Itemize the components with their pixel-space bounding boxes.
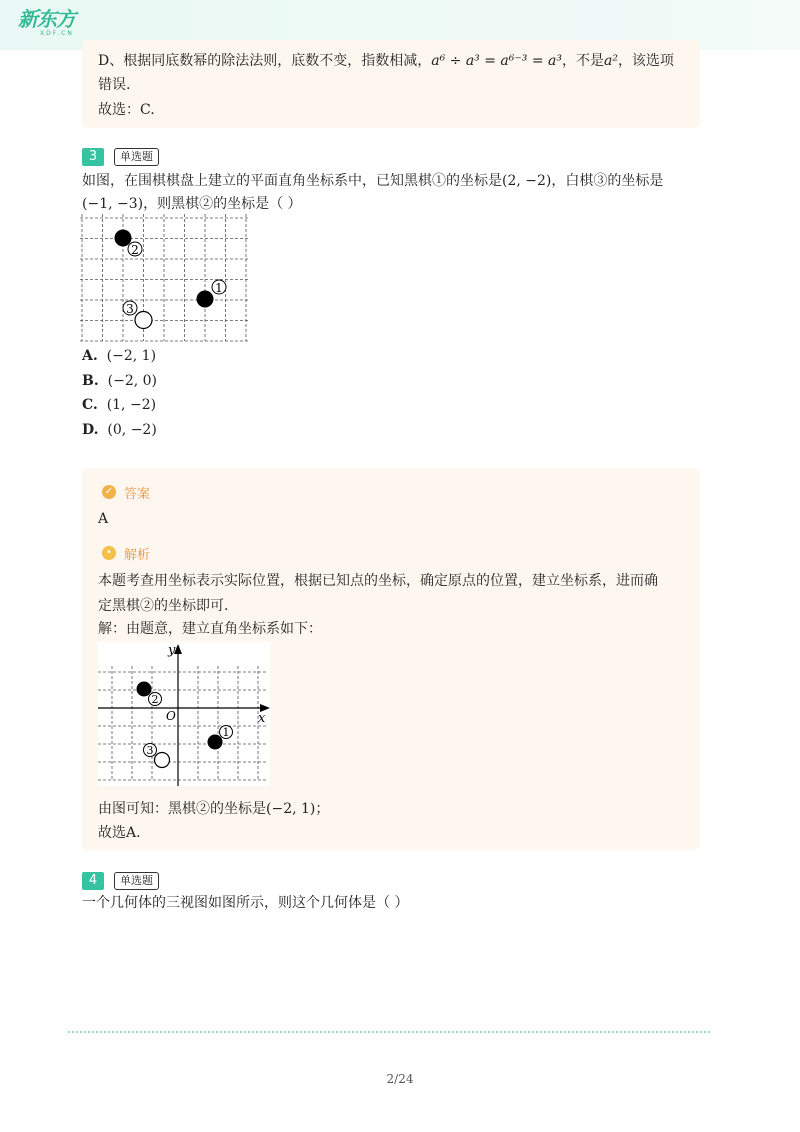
label-1: 1 [222, 726, 230, 739]
board-grid [80, 214, 248, 341]
label-1: 1 [215, 281, 223, 295]
question-number: 3 [82, 148, 104, 166]
answer-check-icon: ✓ [102, 485, 116, 499]
label-3: 3 [146, 744, 154, 757]
answer-analysis-card [82, 468, 700, 850]
black-stone-1 [208, 735, 223, 750]
answer-value: A [98, 511, 109, 527]
analysis-title: 解析 [124, 548, 151, 563]
question-stem-line1: 如图，在围棋棋盘上建立的平面直角坐标系中，已知黑棋①的坐标是(2, −2)，白棋③的坐标是 [82, 173, 664, 189]
result-line: 由图可知：黑棋②的坐标是(−2, 1)； [98, 801, 330, 817]
black-stone-1 [197, 291, 214, 308]
brand-sub: XDF.CN [40, 30, 74, 37]
option-b[interactable]: B. (−2, 0) [82, 373, 157, 389]
prev-line-d-cont: 错误. [98, 77, 131, 93]
brand-logo [18, 8, 75, 37]
option-d[interactable]: D. (0, −2) [82, 422, 157, 438]
coordinate-grid [98, 666, 266, 780]
answer-title: 答案 [124, 487, 151, 502]
label-3: 3 [126, 302, 134, 316]
prev-conclusion: 故选：C. [98, 102, 155, 118]
page-number: 2/24 [386, 1072, 414, 1086]
option-c[interactable]: C. (1, −2) [82, 397, 157, 413]
brand-name: 新东方 [18, 7, 75, 31]
label-2: 2 [151, 693, 159, 706]
footer-divider [68, 1031, 710, 1033]
answer-conclusion: 故选A. [98, 825, 141, 841]
analysis-line1: 本题考查用坐标表示实际位置，根据已知点的坐标，确定原点的位置，建立坐标系，进而确 [98, 573, 658, 589]
question-stem: 一个几何体的三视图如图所示，则这个几何体是（ ） [82, 895, 409, 911]
solution-intro: 解：由题意，建立直角坐标系如下： [98, 621, 322, 637]
x-axis-label: x [258, 711, 266, 726]
white-stone-3 [135, 312, 152, 329]
question-type-tag: 单选题 [114, 872, 159, 890]
prev-solution-card [82, 40, 700, 128]
analysis-line2: 定黑棋②的坐标即可. [98, 598, 229, 614]
prev-line-d: D、根据同底数幂的除法法则，底数不变，指数相减，a⁶ ÷ a³ = a⁶⁻³ = a³，不是a²，该选项 [98, 53, 674, 69]
question-type-tag: 单选题 [114, 148, 159, 166]
origin-label: O [166, 709, 176, 723]
question-stem-line2: (−1, −3)，则黑棋②的坐标是（ ） [82, 196, 302, 212]
go-board-figure [80, 214, 252, 344]
label-2: 2 [131, 243, 139, 257]
question-number: 4 [82, 872, 104, 890]
black-stone-2 [115, 230, 132, 247]
coordinate-figure [98, 642, 270, 786]
black-stone-2 [137, 682, 152, 697]
y-axis-label: y [168, 643, 176, 658]
option-a[interactable]: A. (−2, 1) [82, 348, 157, 364]
white-stone-3 [155, 753, 170, 768]
lightbulb-icon: • [102, 546, 116, 560]
